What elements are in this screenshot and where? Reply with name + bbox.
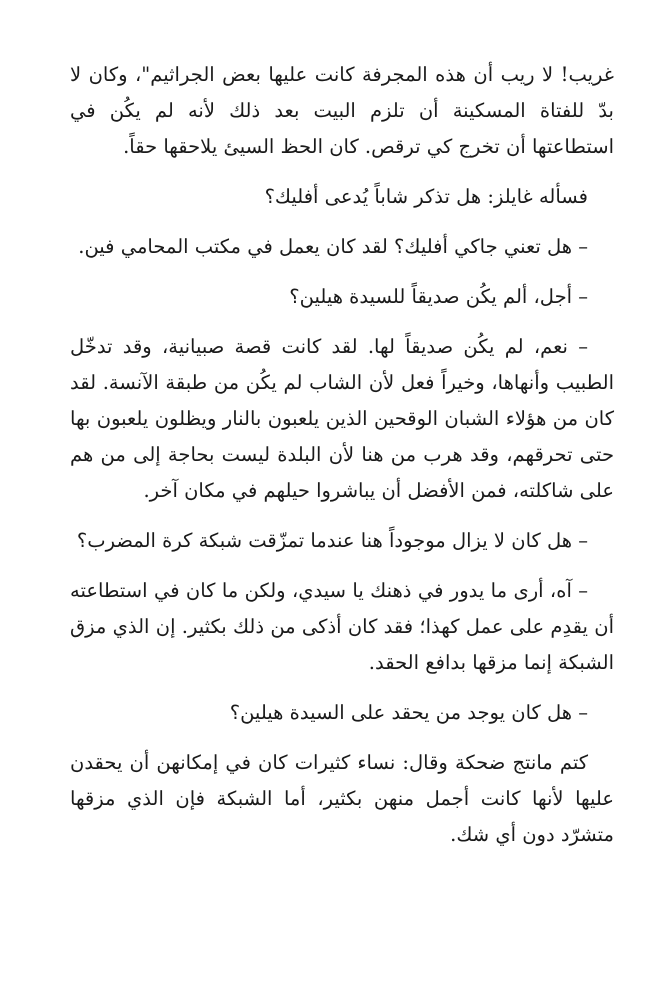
paragraph-3: – هل تعني جاكي أفليك؟ لقد كان يعمل في مكتب المحامي فين. [78, 235, 588, 258]
paragraph-7: – آه، أرى ما يدور في ذهنك يا سيدي، ولكن ما كان في استطاعته أن يقدِم على عمل كهذا؛ فقد كان أذكى من ذلك بكثير. إن الذي مزق الشبكة إنما مزقها بدافع الحقد. [70, 579, 614, 674]
paragraph-2: فسأله غايلز: هل تذكر شاباً يُدعى أفليك؟ [264, 185, 588, 208]
paragraph-9: كتم مانتج ضحكة وقال: نساء كثيرات كان في إمكانهن أن يحقدن عليها لأنها كانت أجمل منهن بكثير، أما الشبكة فإن الذي مزقها متشرّد دون أي شك. [70, 751, 614, 846]
paragraph-4: – أجل، ألم يكُن صديقاً للسيدة هيلين؟ [289, 285, 588, 308]
book-page-text [70, 57, 614, 867]
paragraph-8: – هل كان يوجد من يحقد على السيدة هيلين؟ [229, 701, 588, 724]
paragraph-1: غريب! لا ريب أن هذه المجرفة كانت عليها بعض الجراثيم"، وكان لا بدّ للفتاة المسكينة أن تلزم البيت بعد ذلك لأنه لم يكُن في استطاعتها أن تخرج كي ترقص. كان الحظ السيئ يلاحقها حقاً. [70, 63, 614, 158]
paragraph-5: – نعم، لم يكُن صديقاً لها. لقد كانت قصة صبيانية، وقد تدخّل الطبيب وأنهاها، وخيراً فعل لأن الشاب لم يكُن من طبقة الآنسة. لقد كان من هؤلاء الشبان الوقحين الذين يلعبون بالنار ويظلون يلعبون بها حتى تحرقهم، وقد هرب من هنا لأن البلدة ليست بحاجة إلى من هم على شاكلته، فمن الأفضل أن يباشروا حيلهم في مكان آخر. [70, 335, 614, 502]
paragraph-6: – هل كان لا يزال موجوداً هنا عندما تمزّقت شبكة كرة المضرب؟ [76, 529, 588, 552]
